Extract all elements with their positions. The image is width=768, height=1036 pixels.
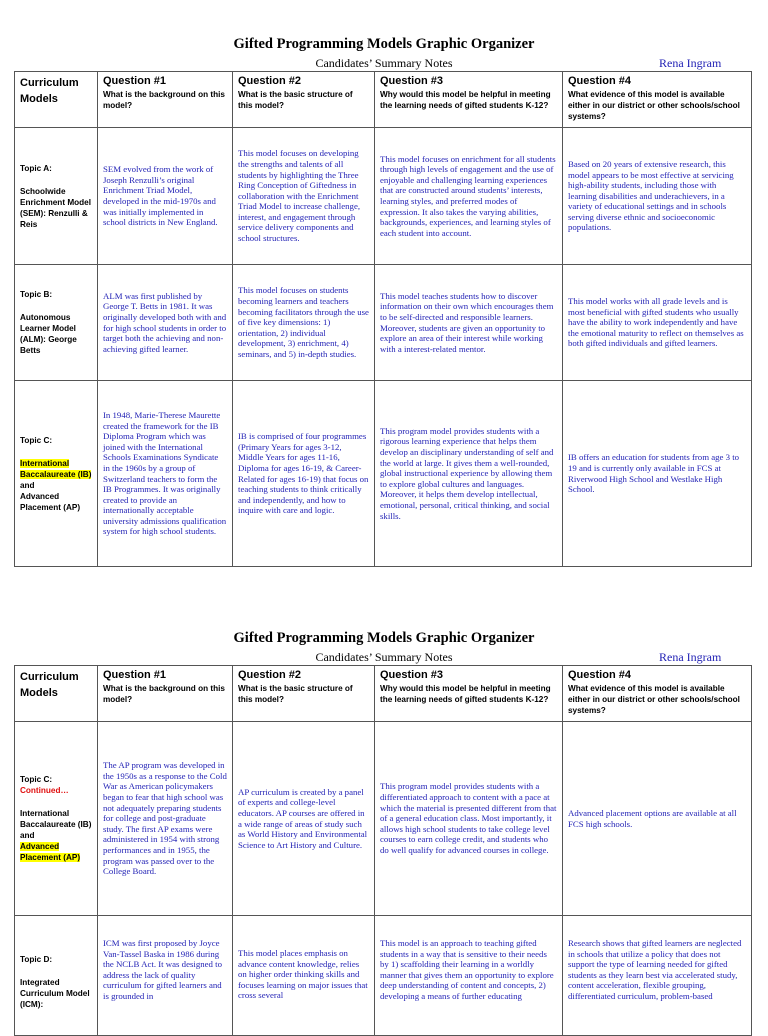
topic-b-q4: This model works with all grade levels and is most beneficial with gifted students who usually have the ability to work independently and have the emotional maturity to reflect on themselves as both gifted individuals and gifted learners.: [563, 265, 752, 381]
topic-c-cont-q2: AP curriculum is created by a panel of experts and college-level educators. AP courses are offered in a wide range of areas of study such as World History and Environmental Science to Art History and Culture.: [233, 722, 375, 916]
topic-b-q3: This model teaches students how to discover information on their own which encourages them to be self-directed and responsible learners. Moreover, students are given an opportunity to explore an area of their interest while working with a interest-related mentor.: [375, 265, 563, 381]
organizer-table: [14, 665, 752, 1036]
topic-c-cont-label: Topic C: Continued… International Baccalaureate (IB) and Advanced Placement (AP): [15, 722, 98, 916]
continued-marker: Continued…: [20, 786, 69, 795]
topic-c-q1: In 1948, Marie-Therese Maurette created the framework for the IB Diploma Program which was joined with the International Schools Examinations Syndicate in the 1960s by a group of Switzerland teachers to form the IB Programmes. It was originally created to provide an internationally acceptable university admissions qualification system for high school students.: [98, 381, 233, 567]
topic-a-q3: This model focuses on enrichment for all students through high levels of engagement and the use of enjoyable and challenging learning experiences that are constructed around students’ interests, learning styles, and preferred modes of expression. It also takes the varying abilities, backgrounds, experiences, and learning styles of each student into account.: [375, 128, 563, 265]
header-models: Curriculum Models: [15, 72, 98, 128]
topic-a-q4: Based on 20 years of extensive research, this model appears to be most effective at servicing high-ability students, including those with learning disabilities and underachievers, in a variety of educational settings and in schools serving diverse ethnic and socioeconomic populations.: [563, 128, 752, 265]
topic-d-q1: ICM was first proposed by Joyce Van-Tassel Baska in 1986 during the NCLB Act. It was designed to address the lack of quality curriculum for gifted learners and is grounded in: [98, 916, 233, 1036]
topic-c-q3: This program model provides students with a rigorous learning experience that helps them develop an disciplinary understanding of self and the world at large. It gives them a well-rounded, global instructional experience by allowing them to explore global cultures and languages. Moreover, it helps them develop intellectual, emotional, personal, critical thinking, and social skills.: [375, 381, 563, 567]
ap-highlight: Advanced Placement (AP): [20, 842, 81, 862]
header-q1: Question #1 What is the background on this model?: [98, 666, 233, 722]
header-q1: Question #1 What is the background on this model?: [98, 72, 233, 128]
page-title: Gifted Programming Models Graphic Organizer: [233, 36, 535, 52]
topic-d-q3: This model is an approach to teaching gifted students in a way that is sensitive to their needs by 1) scaffolding their learning in a worldly manner that gives them an opportunity to explore deep understanding of content and concepts, 2) developing a means of further educating: [375, 916, 563, 1036]
table-row-topic-c: [15, 381, 752, 567]
header-q4: Question #4 What evidence of this model is available either in our district or other schools/school systems?: [563, 72, 752, 128]
header-q4: Question #4 What evidence of this model is available either in our district or other schools/school systems?: [563, 666, 752, 722]
topic-d-q4: Research shows that gifted learners are neglected in schools that utilize a policy that does not support the type of learning needed for gifted students as they learn best via accelerated study, content acceleration, flexible grouping, differentiated curriculum, problem-based: [563, 916, 752, 1036]
topic-a-label: Topic A: Schoolwide Enrichment Model (SEM): Renzulli & Reis: [15, 128, 98, 265]
header-row: [15, 72, 752, 128]
author-name: Rena Ingram: [659, 56, 722, 70]
ib-highlight: International Baccalaureate (IB): [20, 458, 92, 479]
topic-b-q2: This model focuses on students becoming learners and teachers becoming facilitators through the use of five key dimensions: 1) orientation, 2) individual development, 3) enrichment, 4) seminars, and 5) in-depth studies.: [233, 265, 375, 381]
topic-a-q1: SEM evolved from the work of Joseph Renzulli’s original Enrichment Triad Model, developed in the mid-1970s and was initially implemented in school districts in New England.: [98, 128, 233, 265]
topic-d-q2: This model places emphasis on advance content knowledge, relies on higher order thinking skills and focuses learning on major issues that cross several: [233, 916, 375, 1036]
header-q2: Question #2 What is the basic structure of this model?: [233, 72, 375, 128]
table-row-topic-d: [15, 916, 752, 1036]
topic-d-label: Topic D: Integrated Curriculum Model (ICM):: [15, 916, 98, 1036]
topic-c-cont-q1: The AP program was developed in the 1950s as a response to the Cold War as American policymakers began to fear that high school was not adequately preparing students for college and post-graduate study. The first AP exams were administered in 1954 with strong performances and in 1955, the program was passed over to the College Board.: [98, 722, 233, 916]
topic-c-q4: IB offers an education for students from age 3 to 19 and is currently only available in FCS at Riverwood High School and Westlake High School.: [563, 381, 752, 567]
table-row-topic-a: [15, 128, 752, 265]
topic-c-cont-q4: Advanced placement options are available at all FCS high schools.: [563, 722, 752, 916]
header-models: Curriculum Models: [15, 666, 98, 722]
table-row-topic-c-continued: [15, 722, 752, 916]
header-q3: Question #3 Why would this model be helpful in meeting the learning needs of gifted students K-12?: [375, 72, 563, 128]
topic-c-cont-q3: This program model provides students with a differentiated approach to content with a pace at which the material is presented different from that of a general education class. Most importantly, it allows high school students to take college level courses to earn college credit, and students who do well qualify for advanced courses in college.: [375, 722, 563, 916]
page-subtitle: Candidates’ Summary Notes: [315, 56, 453, 70]
topic-c-label: Topic C: International Baccalaureate (IB) and Advanced Placement (AP): [15, 381, 98, 567]
topic-a-q2: This model focuses on developing the strengths and talents of all students by highlighting the Three Ring Conception of Giftedness in collaboration with the Enrichment Triad Model to increase challenge, interest, and engagement through service delivery components and school structures.: [233, 128, 375, 265]
table-row-topic-b: [15, 265, 752, 381]
topic-b-label: Topic B: Autonomous Learner Model (ALM): George Betts: [15, 265, 98, 381]
header-q3: Question #3 Why would this model be helpful in meeting the learning needs of gifted students K-12?: [375, 666, 563, 722]
organizer-table: [14, 71, 752, 567]
header-row: [15, 666, 752, 722]
author-name: Rena Ingram: [659, 650, 722, 664]
topic-b-q1: ALM was first published by George T. Betts in 1981. It was originally developed both with and for high school students in order to target both the achieving and non-achieving gifted learner.: [98, 265, 233, 381]
page-title: Gifted Programming Models Graphic Organizer: [233, 630, 535, 646]
topic-c-q2: IB is comprised of four programmes (Primary Years for ages 3-12, Middle Years for ages 11-16, Diploma for ages 16-19, & Career-Related for ages 16-19) that focus on teaching students to think critically and independently, and how to inquire with care and logic.: [233, 381, 375, 567]
page-subtitle: Candidates’ Summary Notes: [315, 650, 453, 664]
header-q2: Question #2 What is the basic structure of this model?: [233, 666, 375, 722]
